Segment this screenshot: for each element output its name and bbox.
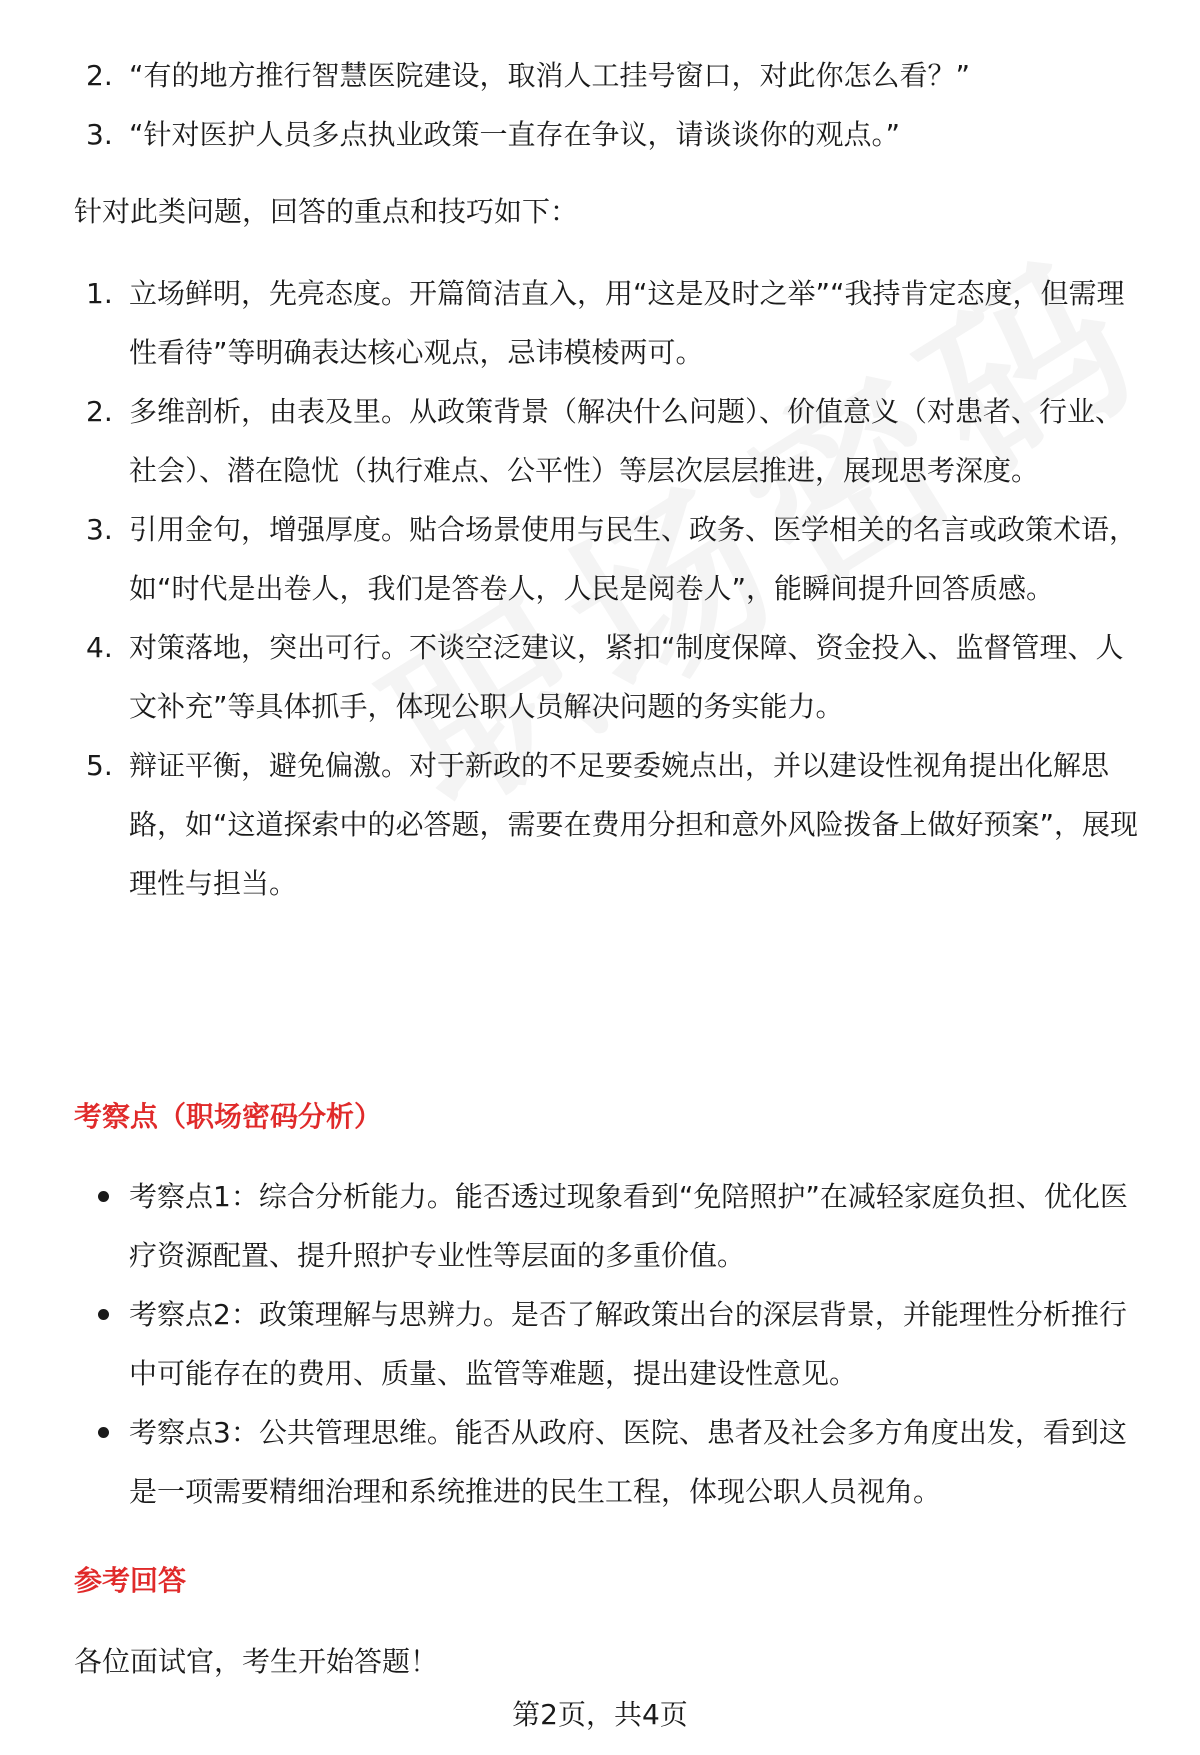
- exam-points-list: [74, 1167, 1144, 1521]
- list-text: 对策落地，突出可行。不谈空泛建议，紧扣“制度保障、资金投入、监督管理、人文补充”等具体抓手，体现公职人员解决问题的务实能力。: [129, 631, 1124, 723]
- list-item: [74, 736, 1144, 913]
- list-text: 引用金句，增强厚度。贴合场景使用与民生、政务、医学相关的名言或政策术语，如“时代是出卷人，我们是答卷人，人民是阅卷人”，能瞬间提升回答质感。: [129, 513, 1138, 605]
- list-item: [74, 264, 1144, 382]
- list-item: [74, 618, 1144, 736]
- list-item: [74, 105, 1144, 164]
- list-text: 辩证平衡，避免偏激。对于新政的不足要委婉点出，并以建设性视角提出化解思路，如“这道探索中的必答题，需要在费用分担和意外风险拨备上做好预案”，展现理性与担当。: [129, 749, 1139, 900]
- list-item: [74, 1285, 1144, 1403]
- list-number: 1.: [86, 277, 113, 310]
- list-item: [74, 382, 1144, 500]
- section-title-exam-points: 考察点（职场密码分析）: [74, 1100, 383, 1133]
- list-item: [74, 1403, 1144, 1521]
- bullet-icon: [98, 1309, 109, 1320]
- list-item: [74, 46, 1144, 105]
- answer-intro: 各位面试官，考生开始答题！: [74, 1645, 439, 1678]
- list-item: [74, 500, 1144, 618]
- list-text: 考察点1：综合分析能力。能否透过现象看到“免陪照护”在减轻家庭负担、优化医疗资源配置、提升照护专业性等层面的多重价值。: [129, 1180, 1128, 1272]
- list-text: “针对医护人员多点执业政策一直存在争议，请谈谈你的观点。”: [129, 118, 901, 151]
- list-text: 考察点3：公共管理思维。能否从政府、医院、患者及社会多方角度出发，看到这是一项需要精细治理和系统推进的民生工程，体现公职人员视角。: [129, 1416, 1127, 1508]
- bullet-icon: [98, 1427, 109, 1438]
- list-text: 多维剖析，由表及里。从政策背景（解决什么问题）、价值意义（对患者、行业、社会）、潜在隐忧（执行难点、公平性）等层次层层推进，展现思考深度。: [129, 395, 1124, 487]
- tips-list: [74, 264, 1144, 913]
- list-number: 4.: [86, 631, 113, 664]
- list-item: [74, 1167, 1144, 1285]
- list-number: 5.: [86, 749, 113, 782]
- list-text: “有的地方推行智慧医院建设，取消人工挂号窗口，对此你怎么看？”: [129, 59, 971, 92]
- list-text: 立场鲜明，先亮态度。开篇简洁直入，用“这是及时之举”“我持肯定态度，但需理性看待”等明确表达核心观点，忌讳模棱两可。: [129, 277, 1125, 369]
- page-number-footer: 第2页，共4页: [512, 1698, 688, 1731]
- bullet-icon: [98, 1191, 109, 1202]
- list-number: 2.: [86, 59, 113, 92]
- section-title-reference-answer: 参考回答: [74, 1564, 187, 1597]
- list-number: 2.: [86, 395, 113, 428]
- list-number: 3.: [86, 513, 113, 546]
- intro-question-list: [74, 46, 1144, 164]
- tips-intro: 针对此类问题，回答的重点和技巧如下：: [74, 195, 579, 228]
- list-text: 考察点2：政策理解与思辨力。是否了解政策出台的深层背景，并能理性分析推行中可能存在的费用、质量、监管等难题，提出建设性意见。: [129, 1298, 1127, 1390]
- list-number: 3.: [86, 118, 113, 151]
